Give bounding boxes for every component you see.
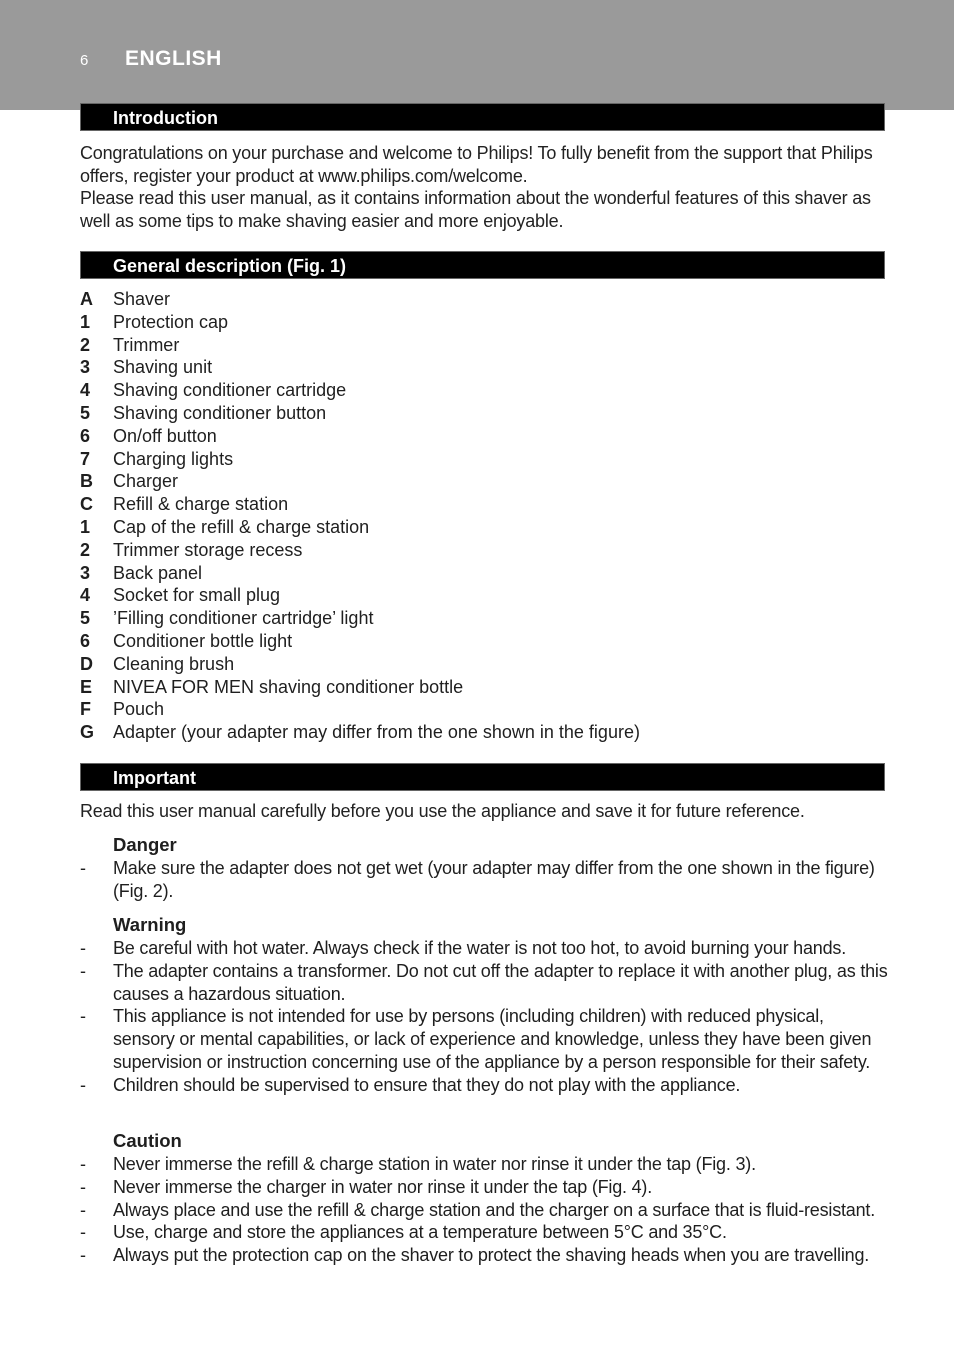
item-key: E xyxy=(80,676,93,697)
item-text: This appliance is not intended for use by persons (including children) with reduced physical, sensory or mental capabilities, or lack of experience and knowledge, unless they have been given supervision or instruction concerning use of the appliance by a person responsible for their safety. xyxy=(113,1006,872,1072)
item-key: D xyxy=(80,653,93,674)
intro-text-1: Congratulations on your purchase and welcome to Philips! To fully benefit from the support that Philips offers, register your product at www.philips.com/welcome. xyxy=(80,143,873,186)
warning-list xyxy=(80,937,890,1097)
caution-title: Caution xyxy=(113,1130,182,1151)
section-heading-label: Introduction xyxy=(113,108,218,128)
important-intro: Read this user manual carefully before you use the appliance and save it for future reference. xyxy=(80,801,805,821)
item-key: 6 xyxy=(80,425,91,446)
item-key: B xyxy=(80,471,93,492)
item-key: 1 xyxy=(80,516,91,537)
item-key: 5 xyxy=(80,608,91,629)
bullet-dash: - xyxy=(80,960,86,981)
caution-list xyxy=(80,1153,890,1267)
bullet-dash: - xyxy=(80,1245,86,1266)
bullet-dash: - xyxy=(80,1176,86,1197)
intro-text-2: Please read this user manual, as it contains information about the wonderful features of this shaver as well as some tips to make shaving easier and more enjoyable. xyxy=(80,188,871,231)
list-item xyxy=(80,1176,890,1199)
item-text: Shaver xyxy=(113,289,171,309)
bullet-dash: - xyxy=(80,938,86,958)
list-item xyxy=(80,1074,890,1097)
section-heading-label: General description (Fig. 1) xyxy=(113,256,347,276)
list-item xyxy=(80,1005,890,1073)
bullet-dash: - xyxy=(80,1074,86,1095)
item-key: 4 xyxy=(80,380,91,401)
item-text: Socket for small plug xyxy=(113,585,281,606)
item-key: 6 xyxy=(80,630,91,651)
item-text: Cap of the refill & charge station xyxy=(113,516,370,537)
danger-title: Danger xyxy=(113,834,177,855)
danger-list xyxy=(80,857,890,903)
item-text: Make sure the adapter does not get wet (your adapter may differ from the one shown in the figure) (Fig. 2). xyxy=(113,858,875,901)
list-item xyxy=(80,1153,890,1176)
section-heading-introduction xyxy=(80,103,885,131)
item-text: Use, charge and store the appliances at a temperature between 5°C and 35°C. xyxy=(113,1222,727,1243)
item-key: C xyxy=(80,494,93,515)
bullet-dash: - xyxy=(80,858,86,878)
item-text: Refill & charge station xyxy=(113,494,289,515)
list-item xyxy=(80,1221,890,1244)
item-key: 1 xyxy=(80,311,91,332)
bullet-dash: - xyxy=(80,1199,86,1220)
item-text: Trimmer xyxy=(113,334,180,355)
item-text: Be careful with hot water. Always check if the water is not too hot, to avoid burning your hands. xyxy=(113,938,847,958)
page-number: 6 xyxy=(80,52,89,69)
item-text: Cleaning brush xyxy=(113,653,235,674)
item-text: On/off button xyxy=(113,425,217,446)
header-band xyxy=(0,0,954,110)
section-heading-general-description xyxy=(80,251,885,279)
section-heading-important xyxy=(80,763,885,791)
list-item xyxy=(80,937,890,960)
item-key: 5 xyxy=(80,402,91,423)
item-key: 7 xyxy=(80,448,91,469)
intro-paragraph xyxy=(80,142,900,232)
section-heading-label: Important xyxy=(113,768,196,788)
item-text: NIVEA FOR MEN shaving conditioner bottle xyxy=(113,676,464,697)
item-text: Shaving conditioner button xyxy=(113,402,327,423)
bullet-dash: - xyxy=(80,1006,86,1027)
item-text: Charger xyxy=(113,471,179,492)
item-text: Protection cap xyxy=(113,311,229,332)
warning-title: Warning xyxy=(113,914,187,935)
item-key: 3 xyxy=(80,357,91,378)
item-text: Adapter (your adapter may differ from the one shown in the figure) xyxy=(113,722,640,743)
item-text: ’Filling conditioner cartridge’ light xyxy=(113,608,374,629)
list-item xyxy=(80,857,890,903)
bullet-dash: - xyxy=(80,1222,86,1243)
item-key: 2 xyxy=(80,334,91,355)
list-item xyxy=(80,1199,890,1222)
item-text: Never immerse the charger in water nor rinse it under the tap (Fig. 4). xyxy=(113,1176,653,1197)
item-text: The adapter contains a transformer. Do not cut off the adapter to replace it with another plug, as this causes a hazardous situation. xyxy=(113,960,888,1004)
item-key: 3 xyxy=(80,562,91,583)
item-text: Pouch xyxy=(113,699,165,720)
item-text: Children should be supervised to ensure that they do not play with the appliance. xyxy=(113,1074,741,1095)
item-text: Always put the protection cap on the shaver to protect the shaving heads when you are travelling. xyxy=(113,1245,870,1266)
item-text: Always place and use the refill & charge station and the charger on a surface that is fluid-resistant. xyxy=(113,1199,876,1220)
bullet-dash: - xyxy=(80,1154,86,1174)
item-text: Back panel xyxy=(113,562,203,583)
item-text: Trimmer storage recess xyxy=(113,539,303,560)
item-key: 2 xyxy=(80,539,91,560)
item-text: Shaving conditioner cartridge xyxy=(113,380,347,401)
item-text: Never immerse the refill & charge station in water nor rinse it under the tap (Fig. 3). xyxy=(113,1154,756,1174)
item-key: A xyxy=(80,289,93,309)
item-key: F xyxy=(80,699,91,720)
list-item xyxy=(80,1244,890,1267)
language-title: ENGLISH xyxy=(125,47,222,70)
item-key: 4 xyxy=(80,585,91,606)
item-key: G xyxy=(80,722,95,743)
item-text: Shaving unit xyxy=(113,357,213,378)
item-text: Charging lights xyxy=(113,448,234,469)
list-item xyxy=(80,960,890,1006)
item-text: Conditioner bottle light xyxy=(113,630,293,651)
